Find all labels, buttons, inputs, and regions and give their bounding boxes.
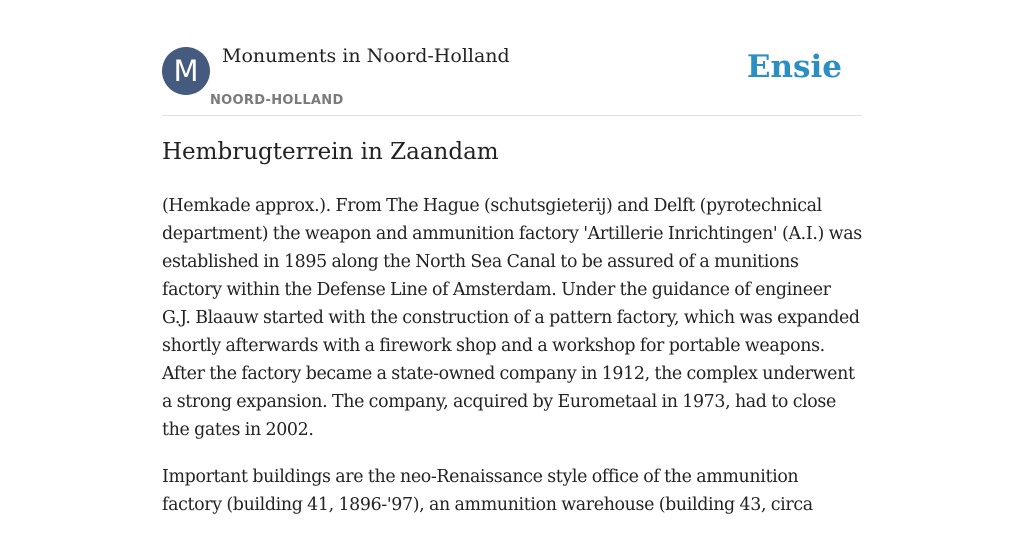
article-title: Hembrugterrein in Zaandam (162, 139, 499, 165)
avatar[interactable]: M (162, 47, 210, 95)
page-header (162, 0, 862, 116)
category-link[interactable]: NOORD-HOLLAND (210, 93, 344, 108)
page-container (162, 0, 862, 515)
article-paragraph-2: Important buildings are the neo-Renaissance style office of the ammunition factory (building 41, 1896-'97), an ammunition warehouse (building 43, circa (162, 467, 813, 515)
article-paragraph-1: (Hemkade approx.). From The Hague (schutsgieterij) and Delft (pyrotechnical department) the weapon and ammunition factory 'Artillerie Inrichtingen' (A.I.) was established in 1895 along the North Sea Canal to be assured of a munitions factory within the Defense Line of Amsterdam. Under the guidance of engineer G.J. Blaauw started with the construction of a pattern factory, which was expanded shortly afterwards with a firework shop and a workshop for portable weapons. After the factory became a state-owned company in 1912, the complex underwent a strong expansion. The company, acquired by Eurometaal in 1973, had to close the gates in 2002. (162, 196, 862, 440)
brand-logo[interactable]: Ensie (746, 49, 842, 85)
article-body (162, 192, 862, 538)
collection-title-link[interactable]: Monuments in Noord-Holland (222, 45, 510, 67)
